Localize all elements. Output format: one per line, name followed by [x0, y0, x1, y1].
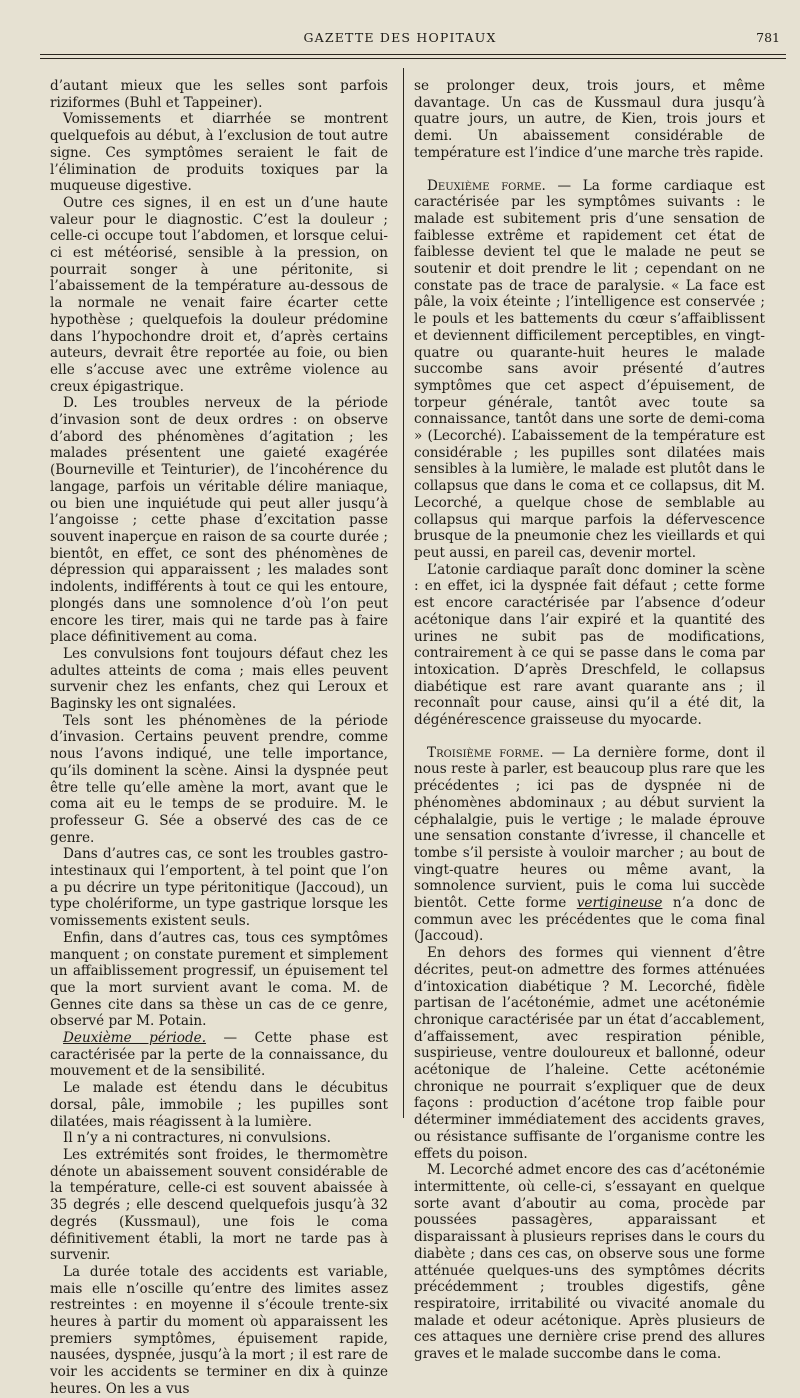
section-paragraph: [50, 1030, 388, 1080]
left-column: [50, 62, 388, 1398]
section-paragraph: [414, 178, 765, 562]
header-rule-thick: [40, 54, 786, 55]
paragraph: Outre ces signes, il en est un d’une haute valeur pour le diagnostic. C’est la douleur ; celle-ci occupe tout l’abdomen, et lorsque celui-ci est météorisé, sensible à la pression, on pourrait songer à une péritonite, si l’abaissement de la température au-dessous de la normale ne venait faire écarter cette hypothèse ; quelquefois la douleur prédomine dans l’hypochondre droit et, d’après certains auteurs, devrait être reportée au foie, ou bien elle s’accuse avec une extrême violence au creux épigastrique.: [50, 194, 388, 395]
paragraph: En dehors des formes qui viennent d’être décrites, peut-on admettre des formes atténuées d’intoxication diabétique ? M. Lecorché, fidèle partisan de l’acétonémie, admet une acétonémie chronique caractérisée par un état d’accablement, d’affaissement, avec respiration pénible, suspirieuse, ventre douloureux et ballonné, odeur acétonique de l’haleine. Cette acétonémie chronique ne pourrait s’expliquer que de deux façons : production d’acétone trop faible pour déterminer immédiatement des accidents graves, ou résistance suffisante de l’organisme contre les effets du poison.: [414, 945, 765, 1162]
paragraph: Le malade est étendu dans le décubitus dorsal, pâle, immobile ; les pupilles sont dilatées, mais réagissent à la lumière.: [50, 1080, 388, 1130]
right-column: [414, 62, 765, 1363]
paragraph: D. Les troubles nerveux de la période d’invasion sont de deux ordres : on observe d’abord des phénomènes d’agitation ; les malades présentent une gaieté exagérée (Bourneville et Teinturier), de l’incohérence du langage, parfois un véritable délire maniaque, ou bien une inquiétude qui peut aller jusqu’à l’angoisse ; cette phase d’excitation passe souvent inaperçue en raison de sa courte durée ; bientôt, en effet, ce sont des phénomènes de dépression qui apparaissent ; les malades sont indolents, indifférents à tout ce qui les entoure, plongés dans une somnolence d’où l’on peut encore les tirer, mais qui ne tarde pas à faire place définitivement au coma.: [50, 395, 388, 646]
paragraph-text: — La forme cardiaque est caractérisée par les symptômes suivants : le malade est subitement pris d’une sensation de faiblesse extrême et rapidement cet état de faiblesse devient tel que le malade ne peut se soutenir et doit prendre le lit ; cependant on ne constate pas de trace de paralysie. « La face est pâle, la voix éteinte ; l’intelligence est conservée ; le pouls et les battements du cœur s’affaiblissent et deviennent difficilement perceptibles, en vingt-quatre ou quarante-huit heures le malade succombe sans avoir présenté d’autres symptômes que cet aspect d’épuisement, de torpeur générale, tantôt avec toute sa connaissance, tantôt dans une sorte de demi-coma » (Lecorché). L’abaissement de la température est considérable ; les pupilles sont dilatées mais sensibles à la lumière, le malade est plutôt dans le collapsus que dans le coma et ce collapsus, dit M. Lecorché, a quelque chose de semblable au collapsus qui marque parfois la défervescence brusque de la pneumonie chez les vieillards et qui peut aussi, en pareil cas, devenir mortel.: [414, 177, 765, 561]
header-rule-thin: [40, 58, 786, 59]
paragraph: M. Lecorché admet encore des cas d’acétonémie intermittente, où celle-ci, s’essayant en quelque sorte avant d’aboutir au coma, procède par poussées passagères, apparaissant et disparaissant à plusieurs reprises dans le cours du diabète ; dans ces cas, on observe sous une forme atténuée quelques-uns des symptômes décrits précédemment ; troubles digestifs, gêne respiratoire, irritabilité ou vivacité anomale du malade et odeur acétonique. Après plusieurs de ces attaques une dernière crise prend des allures graves et le malade succombe dans le coma.: [414, 1162, 765, 1363]
paragraph: Il n’y a ni contractures, ni convulsions.: [63, 1130, 331, 1147]
paragraph: Dans d’autres cas, ce sont les troubles gastro-intestinaux qui l’emportent, à tel point que l’on a pu décrire un type péritonitique (Jaccoud), un type cholériforme, un type gastrique lorsque les vomissements existent seuls.: [50, 846, 388, 930]
paragraph: Vomissements et diarrhée se montrent quelquefois au début, à l’exclusion de tout autre signe. Ces symptômes seraient le fait de l’élimination de produits toxiques par la muqueuse digestive.: [50, 111, 388, 195]
paragraph-text: — Cette phase est caractérisée par la perte de la connaissance, du mouvement et de la sensibilité.: [50, 1030, 388, 1080]
section-title-troisieme-forme: Troisième forme.: [427, 744, 544, 761]
column-divider: [403, 68, 404, 1118]
section-title-deuxieme-periode: Deuxième période.: [63, 1030, 207, 1047]
paragraph: L’atonie cardiaque paraît donc dominer la scène : en effet, ici la dyspnée fait défaut ; cette forme est encore caractérisée par l’absence d’odeur acétonique dans l’air expiré et la quantité des urines ne subit pas de modifications, contrairement à ce qui se passe dans le coma par intoxication. D’après Dreschfeld, le collapsus diabétique est rare avant quarante ans ; il reconnaît pour cause, ainsi qu’il a été dit, la dégénérescence graisseuse du myocarde.: [414, 561, 765, 729]
section-paragraph: [414, 745, 765, 945]
running-head: [0, 30, 800, 50]
page-number: 781: [756, 30, 780, 45]
journal-title: GAZETTE DES HOPITAUX: [303, 30, 497, 45]
paragraph: Tels sont les phénomènes de la période d’invasion. Certains peuvent prendre, comme nous l’avons indiqué, une telle importance, qu’ils dominent la scène. Ainsi la dyspnée peut être telle qu’elle amène la mort, avant que le coma ait eu le temps de se produire. M. le professeur G. Sée a observé des cas de ce genre.: [50, 712, 388, 846]
paragraph: d’autant mieux que les selles sont parfois riziformes (Buhl et Tappeiner).: [50, 78, 388, 111]
section-title-deuxieme-forme: Deuxième forme.: [427, 177, 546, 194]
paragraph: Les convulsions font toujours défaut chez les adultes atteints de coma ; mais elles peuvent survenir chez les enfants, chez qui Leroux et Baginsky les ont signalées.: [50, 645, 388, 713]
paragraph: La durée totale des accidents est variable, mais elle n’oscille qu’entre des limites assez restreintes : en moyenne il s’écoule trente-six heures à partir du moment où apparaissent les premiers symptômes, épuisement rapide, nausées, dyspnée, jusqu’à la mort ; il est rare de voir les accidents se terminer en dix à quinze heures. On les a vus: [50, 1263, 388, 1397]
paragraph-text: n’a donc de commun avec les précédentes que le coma final (Jaccoud).: [414, 895, 765, 945]
emphasis-vertigineuse: vertigineuse: [576, 895, 663, 912]
paragraph: Les extrémités sont froides, le thermomètre dénote un abaissement souvent considérable de la température, celle-ci est souvent abaissée à 35 degrés ; elle descend quelquefois jusqu’à 32 degrés (Kussmaul), une fois le coma définitivement établi, la mort ne tarde pas à survenir.: [50, 1147, 388, 1264]
paragraph: Enfin, dans d’autres cas, tous ces symptômes manquent ; on constate purement et simplement un affaiblissement progressif, un épuisement tel que la mort survient avant le coma. M. de Gennes cite dans sa thèse un cas de ce genre, observé par M. Potain.: [50, 929, 388, 1030]
paragraph: se prolonger deux, trois jours, et même davantage. Un cas de Kussmaul dura jusqu’à quatre jours, un autre, de Kien, trois jours et demi. Un abaissement considérable de température est l’indice d’une marche très rapide.: [414, 78, 765, 161]
paragraph-text: — La dernière forme, dont il nous reste à parler, est beaucoup plus rare que les précédentes ; ici pas de dyspnée ni de phénomènes abdominaux ; au début survient la céphalalgie, puis le vertige ; le malade éprouve une sensation constante d’ivresse, il chancelle et tombe s’il persiste à vouloir marcher ; au bout de vingt-quatre heures ou même avant, la somnolence survient, puis le coma lui succède bientôt. Cette forme: [414, 744, 765, 912]
